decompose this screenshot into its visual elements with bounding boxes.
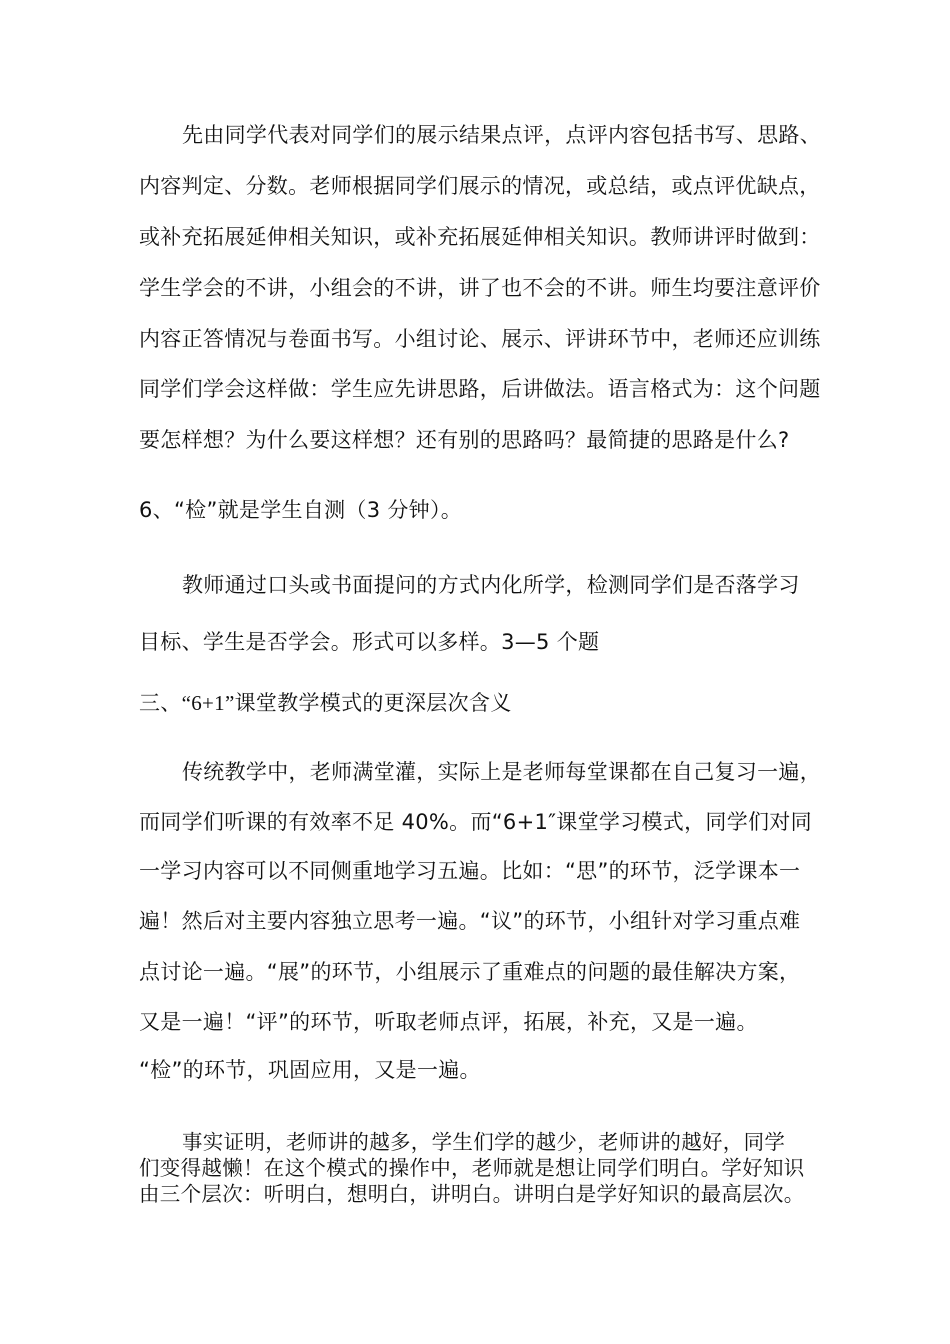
text-line: 由三个层次：听明白，想明白，讲明白。讲明白是学好知识的最高层次。 bbox=[139, 1182, 805, 1206]
section-title: 课堂教学模式的更深层次含义 bbox=[234, 691, 512, 715]
step-6-heading: 6、“检”就是学生自测（3 分钟）。 bbox=[139, 498, 463, 522]
text-line: 又是一遍！“评”的环节，听取老师点评，拓展，补充，又是一遍。 bbox=[139, 1010, 758, 1034]
section-number: 三、 bbox=[139, 691, 182, 715]
text-line: 教师通过口头或书面提问的方式内化所学，检测同学们是否落学习 bbox=[182, 573, 800, 597]
text-line: 事实证明，老师讲的越多，学生们学的越少，老师讲的越好，同学 bbox=[182, 1130, 786, 1154]
text-line: “检”的环节，巩固应用，又是一遍。 bbox=[139, 1058, 481, 1082]
text-line: 先由同学代表对同学们的展示结果点评，点评内容包括书写、思路、 bbox=[182, 123, 821, 147]
text-line: 内容判定、分数。老师根据同学们展示的情况，或总结，或点评优缺点， bbox=[139, 174, 821, 198]
text-line: 内容正答情况与卷面书写。小组讨论、展示、评讲环节中，老师还应训练 bbox=[139, 327, 821, 351]
section-3-heading bbox=[139, 689, 512, 717]
text-line: 目标、学生是否学会。形式可以多样。3—5 个题 bbox=[139, 630, 600, 654]
section-quote: “6+1” bbox=[181, 691, 235, 715]
text-line: 点讨论一遍。“展”的环节，小组展示了重难点的问题的最佳解决方案， bbox=[139, 960, 801, 984]
text-line: 或补充拓展延伸相关知识，或补充拓展延伸相关知识。教师讲评时做到： bbox=[139, 225, 821, 249]
text-line: 遍！然后对主要内容独立思考一遍。“议”的环节，小组针对学习重点难 bbox=[139, 909, 801, 933]
text-line: 传统教学中，老师满堂灌，实际上是老师每堂课都在自己复习一遍， bbox=[182, 760, 821, 784]
text-line: 学生学会的不讲，小组会的不讲，讲了也不会的不讲。师生均要注意评价 bbox=[139, 276, 821, 300]
text-line: 一学习内容可以不同侧重地学习五遍。比如：“思”的环节，泛学课本一 bbox=[139, 859, 801, 883]
text-line: 们变得越懒！在这个模式的操作中，老师就是想让同学们明白。学好知识 bbox=[139, 1156, 805, 1180]
text-line: 要怎样想？为什么要这样想？还有别的思路吗？最简捷的思路是什么? bbox=[139, 428, 790, 452]
text-line: 而同学们听课的有效率不足 40%。而“6+1″课堂学习模式，同学们对同 bbox=[139, 810, 812, 834]
text-line: 同学们学会这样做：学生应先讲思路，后讲做法。语言格式为：这个问题 bbox=[139, 377, 821, 401]
